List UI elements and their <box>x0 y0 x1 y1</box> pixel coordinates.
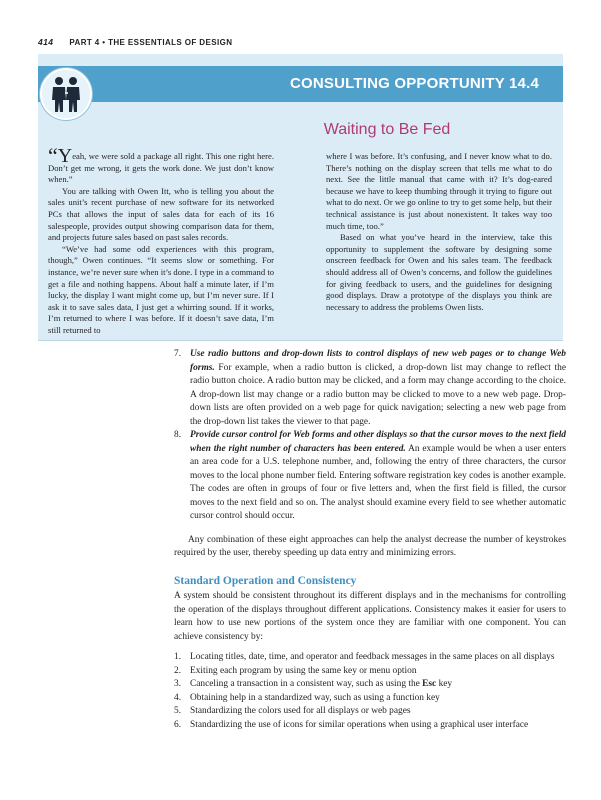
box-paragraph: “We’ve had some odd experiences with this program, though,” Owen continues. “It seems slow or something. For instance, we’re never sure when it’s done. I type in a command to get a file and nothing happens. About half a minute later, if I’m lucky, the display I want might come up, but I’m never sure. If I ask it to save sales data, I just get a whirring sound. If it works, I’m returned to where I was before. If it doesn’t save data, I’m still returned to <box>48 243 274 335</box>
consistency-list <box>174 651 566 732</box>
list-item: 1. Locating titles, date, time, and operator and feedback messages in the same places on all displays <box>174 652 555 662</box>
summary-paragraph: Any combination of these eight approaches can help the analyst decrease the number of keystrokes required by the user, thereby speeding up data entry and minimizing errors. <box>174 534 566 558</box>
page-number: 414 <box>38 37 54 47</box>
box-paragraph: You are talking with Owen Itt, who is telling you about the sales unit’s recent purchase of new software for its networked PCs that allows the input of sales data for each of its 16 salespeople, provides output showing comparison data for them, and projects future sales based on past sales records. <box>48 185 274 243</box>
list-item: 6. Standardizing the use of icons for similar operations when using a graphical user interface <box>174 719 529 730</box>
list-item: 8. Provide cursor control for Web forms and other displays so that the cursor moves to the next field when the right number of characters has been entered. An example would be when a user enters an area code for a U.S. telephone number, and, following the entry of three characters, the cursor moves to the local phone number field. Entering software registration key codes is another example. The codes are often in groups of four or five letters and, when the first field is filled, the cursor moves to the next field and so on. The analyst should examine every field to see whether automatic cursor control should occur. <box>174 430 566 521</box>
banner-title: CONSULTING OPPORTUNITY 14.4 <box>289 75 539 92</box>
consulting-opportunity-box <box>38 54 563 341</box>
running-header <box>38 36 232 48</box>
list-item: 3. Canceling a transaction in a consistent way, such as using the Esc key <box>174 679 453 689</box>
part-title: PART 4 • THE ESSENTIALS OF DESIGN <box>69 37 233 47</box>
box-paragraph: where I was before. It’s confusing, and I never know what to do. There’s nothing on the display screen that tells me what to do next. See the little manual that came with it? It’s dog-eared because we have to keep thumbing through it trying to figure out what to do next. Or we go online to try to get some help, but their technical assistance is just about nonexistent. It takes way too much time, too.” <box>326 151 552 231</box>
box-right-column <box>326 151 552 313</box>
list-item: 4. Obtaining help in a standardized way, such as using a function key <box>174 692 440 703</box>
guidelines-list-continued <box>174 348 566 524</box>
box-paragraph: “Yeah, we were sold a package all right. This one right here. Don’t get me wrong, it gets the work done. We just don’t know when.” <box>48 143 274 185</box>
consultants-illustration <box>40 68 92 120</box>
list-item: 7. Use radio buttons and drop-down lists to control displays of new web pages or to change Web forms. For example, when a radio button is clicked, a drop-down list may change to reflect the radio button choice. A radio button may be clicked, and a form may change according to the choice. A drop-down list may change or a radio button may be clicked to move to a new web page. Drop-down lists are often provided on a web page for quick navigation; selecting a new web page from the drop-down list takes the viewer to that page. <box>174 349 566 427</box>
main-body-text <box>174 348 566 732</box>
section-heading: Standard Operation and Consistency <box>174 574 357 587</box>
esc-key-label: Esc <box>422 679 437 689</box>
box-paragraph: Based on what you’ve heard in the interview, take this opportunity to supplement the software by designing some onscreen feedback for Owen and his sales team. The feedback should address all of Owen’s concerns, and follow the guidelines for giving feedback to users, and the guidelines for designing good displays. Draw a prototype of the displays you think are necessary to address the problems Owen lists. <box>326 232 552 312</box>
list-item: 5. Standardizing the colors used for all displays or web pages <box>174 706 411 716</box>
section-paragraph: A system should be consistent throughout its different displays and in the mechanisms for controlling the operation of the displays throughout different applications. Consistency makes it easier for users to learn how to use new portions of the system once they are familiar with one component. You can achieve consistency by: <box>174 591 566 642</box>
box-left-column <box>48 143 274 337</box>
banner <box>38 66 563 102</box>
box-subtitle: Waiting to Be Fed <box>323 121 451 138</box>
list-item: 2. Exiting each program by using the same key or menu option <box>174 665 417 676</box>
two-people-icon <box>47 74 85 114</box>
